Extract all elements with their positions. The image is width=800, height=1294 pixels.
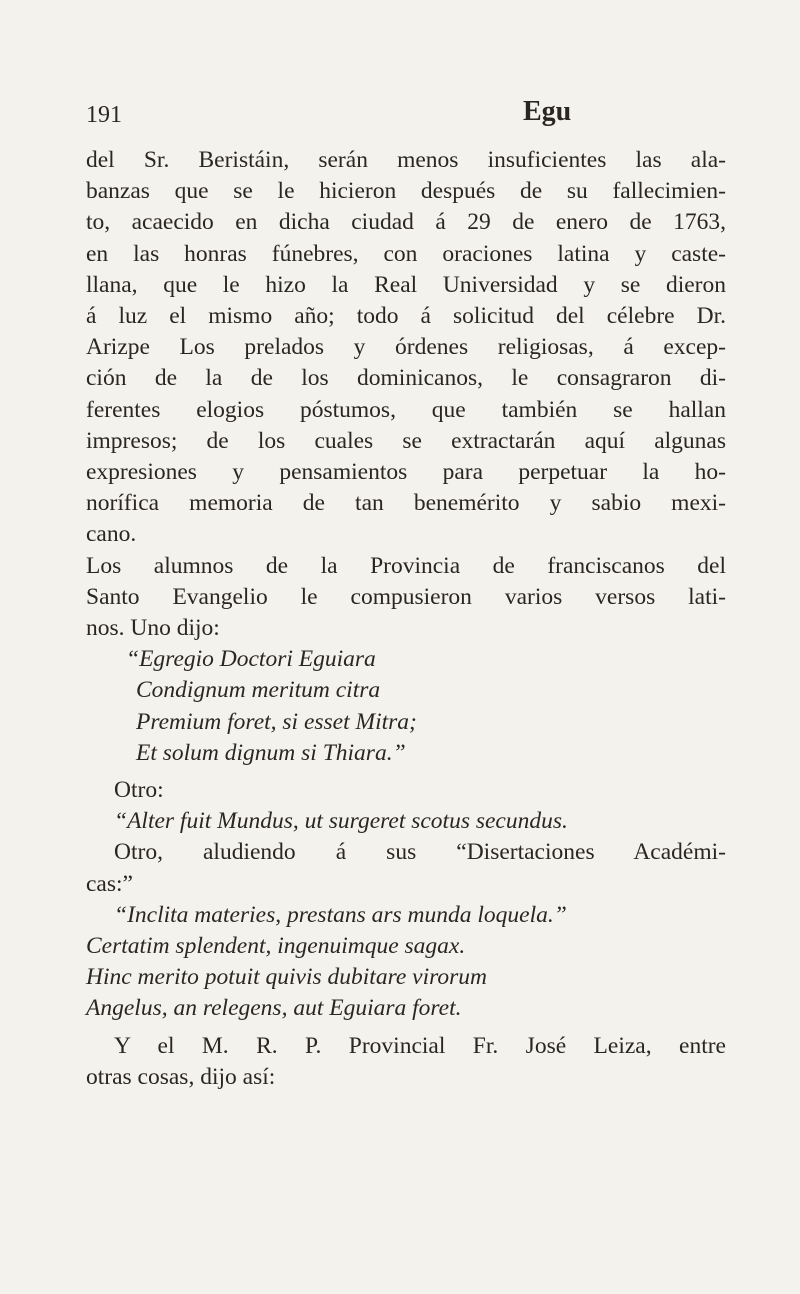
verse-line: Condignum meritum citra <box>136 677 381 704</box>
text-line: expresiones y pensamientos para perpetuar la ho- <box>86 459 726 486</box>
text-line: Arizpe Los prelados y órdenes religiosas, á excep- <box>86 334 726 361</box>
text-line: llana, que le hizo la Real Universidad y se dieron <box>86 271 726 298</box>
text-line: Y el M. R. P. Provincial Fr. José Leiza, entre <box>114 1032 726 1059</box>
paragraph-other-2 <box>86 837 726 899</box>
text-line: ferentes elogios póstumos, que también se hallan <box>86 396 726 423</box>
text-line: Los alumnos de la Provincia de franciscanos del <box>86 552 726 579</box>
other-intro: Otro: <box>114 777 164 804</box>
latin-verse-1 <box>86 644 726 769</box>
verse-line: “Inclita materies, prestans ars munda loquela.” <box>114 901 567 928</box>
verse-line: Et solum dignum si Thiara.” <box>136 739 406 766</box>
text-line: Otro, aludiendo á sus “Disertaciones Académi- <box>114 839 726 866</box>
text-line: ción de la de los dominicanos, le consagraron di- <box>86 365 726 392</box>
text-line: norífica memoria de tan benemérito y sabio mexi- <box>86 490 726 517</box>
verse-line: “Egregio Doctori Eguiara <box>126 646 376 673</box>
text-line: to, acaecido en dicha ciudad á 29 de enero de 1763, <box>86 209 726 236</box>
text-line: banzas que se le hicieron después de su fallecimien- <box>86 178 726 205</box>
verse-line: Premium foret, si esset Mitra; <box>136 708 417 735</box>
text-line: cano. <box>86 521 137 548</box>
paragraph-3 <box>86 1031 726 1093</box>
verse-line: Certatim splendent, ingenuimque sagax. <box>86 933 466 960</box>
text-line: á luz el mismo año; todo á solicitud del célebre Dr. <box>86 303 726 330</box>
verse-line: Angelus, an relegens, aut Eguiara foret. <box>86 995 462 1022</box>
text-line: otras cosas, dijo así: <box>86 1063 276 1090</box>
text-line: impresos; de los cuales se extractarán aquí algunas <box>86 427 726 454</box>
paragraph-2 <box>86 551 726 645</box>
text-line: Santo Evangelio le compusieron varios versos lati- <box>86 583 726 610</box>
text-line: del Sr. Beristáin, serán menos insuficientes las ala- <box>86 147 726 173</box>
verse-line: “Alter fuit Mundus, ut surgeret scotus secundus. <box>114 808 568 835</box>
paragraph-1 <box>86 145 726 551</box>
verse-line: Hinc merito potuit quivis dubitare virorum <box>86 964 487 991</box>
page-number: 191 <box>86 102 122 128</box>
text-line: en las honras fúnebres, con oraciones latina y caste- <box>86 240 726 267</box>
running-head: Egu <box>523 96 572 127</box>
body-text <box>86 145 726 1093</box>
text-line: nos. Uno dijo: <box>86 615 220 642</box>
latin-verse-2 <box>86 900 726 1025</box>
text-line: cas:” <box>86 870 133 897</box>
